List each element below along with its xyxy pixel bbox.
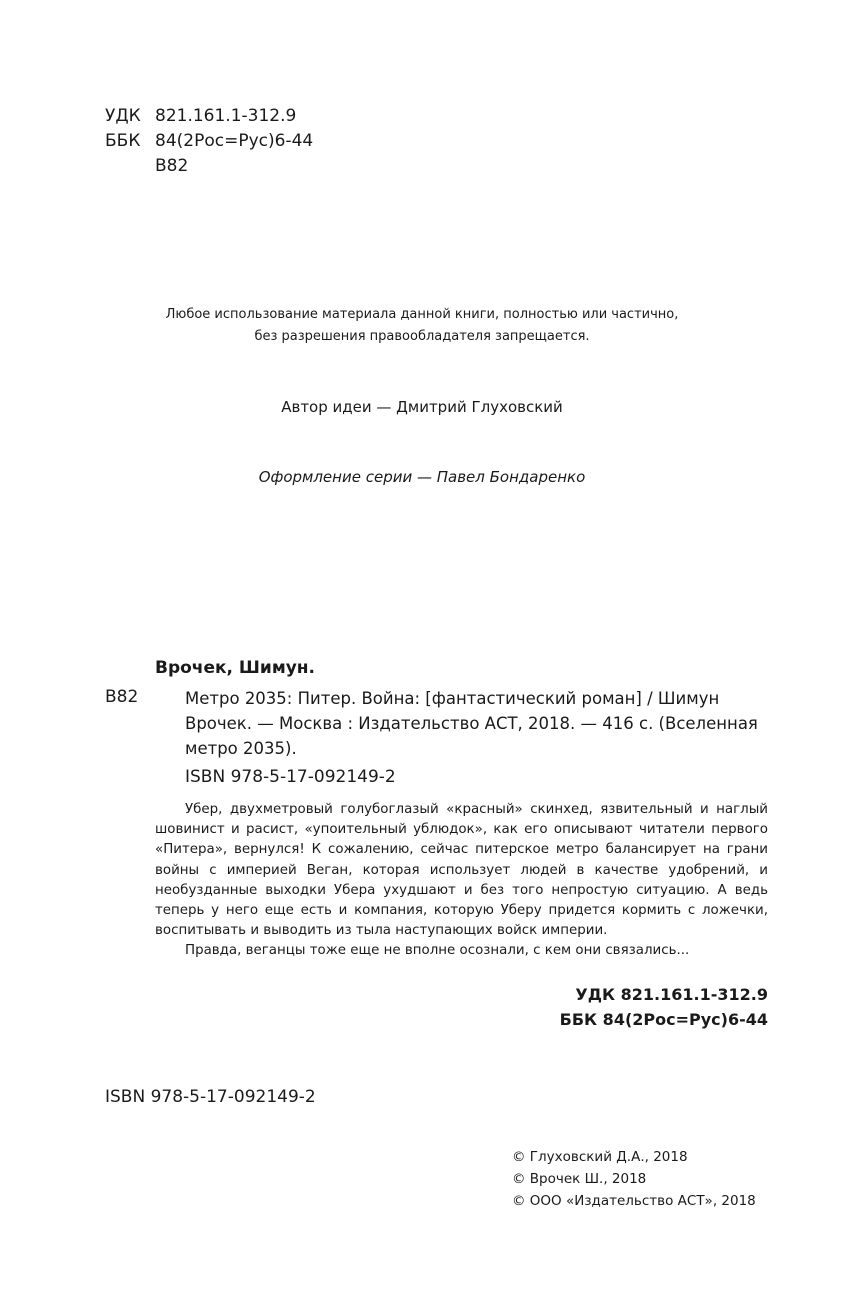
copyright-notice [0, 304, 844, 348]
annotation-paragraph-1: Убер, двухметровый голубоглазый «красный» скинхед, язвительный и наглый шовинист и расист, «упоительный ублюдок», как его описывают читатели первого «Питера», вернулся! К сожалению, сейчас питерское метро балансирует на грани войны с империей Веган, которая использует людей в качестве удобрений, и необузданные выходки Убера ухудшают и без того непростую ситуацию. А ведь теперь у него еще есть и компания, которую Уберу придется кормить с ложечки, воспитывать и выводить из тыла наступающих войск империи. [155, 802, 768, 939]
series-design: Оформление серии — Павел Бондаренко [258, 468, 586, 486]
bib-description-text: Метро 2035: Питер. Война: [фантастический роман] / Шимун Врочек. — Москва : Издательство АСТ, 2018. — 416 с. (Вселенная метро 2035). [185, 689, 758, 758]
bib-author-heading: Врочек, Шимун. [155, 658, 316, 678]
copyright-list [512, 1146, 756, 1212]
copyright-line: © Врочек Ш., 2018 [512, 1171, 647, 1187]
bbk-bold: ББК 84(2Рос=Рус)6-44 [559, 1010, 768, 1029]
notice-line-1: Любое использование материала данной книги, полностью или частично, [165, 307, 679, 322]
bib-description [155, 686, 770, 761]
isbn-main: ISBN 978-5-17-092149-2 [105, 1087, 316, 1107]
bbk-value: 84(2Рос=Рус)6-44 [155, 131, 314, 151]
notice-line-2: без разрешения правообладателя запрещается. [254, 329, 590, 344]
classification-block [105, 104, 313, 179]
udk-label: УДК [105, 106, 141, 126]
idea-author: Автор идеи — Дмитрий Глуховский [281, 398, 563, 416]
annotation-paragraph-2: Правда, веганцы тоже еще не вполне осознали, с кем они связались... [185, 943, 690, 959]
udk-bold: УДК 821.161.1-312.9 [575, 985, 768, 1004]
copyright-line: © ООО «Издательство АСТ», 2018 [512, 1193, 756, 1209]
bbk-row [105, 129, 313, 154]
annotation [155, 800, 768, 962]
bib-isbn: ISBN 978-5-17-092149-2 [185, 767, 396, 787]
udk-row [105, 104, 313, 129]
classification-bold [560, 982, 768, 1032]
bib-author-mark: В82 [105, 687, 139, 707]
copyright-line: © Глуховский Д.А., 2018 [512, 1149, 688, 1165]
udk-value: 821.161.1-312.9 [155, 106, 297, 126]
bbk-label: ББК [105, 131, 141, 151]
author-mark: В82 [155, 156, 189, 176]
